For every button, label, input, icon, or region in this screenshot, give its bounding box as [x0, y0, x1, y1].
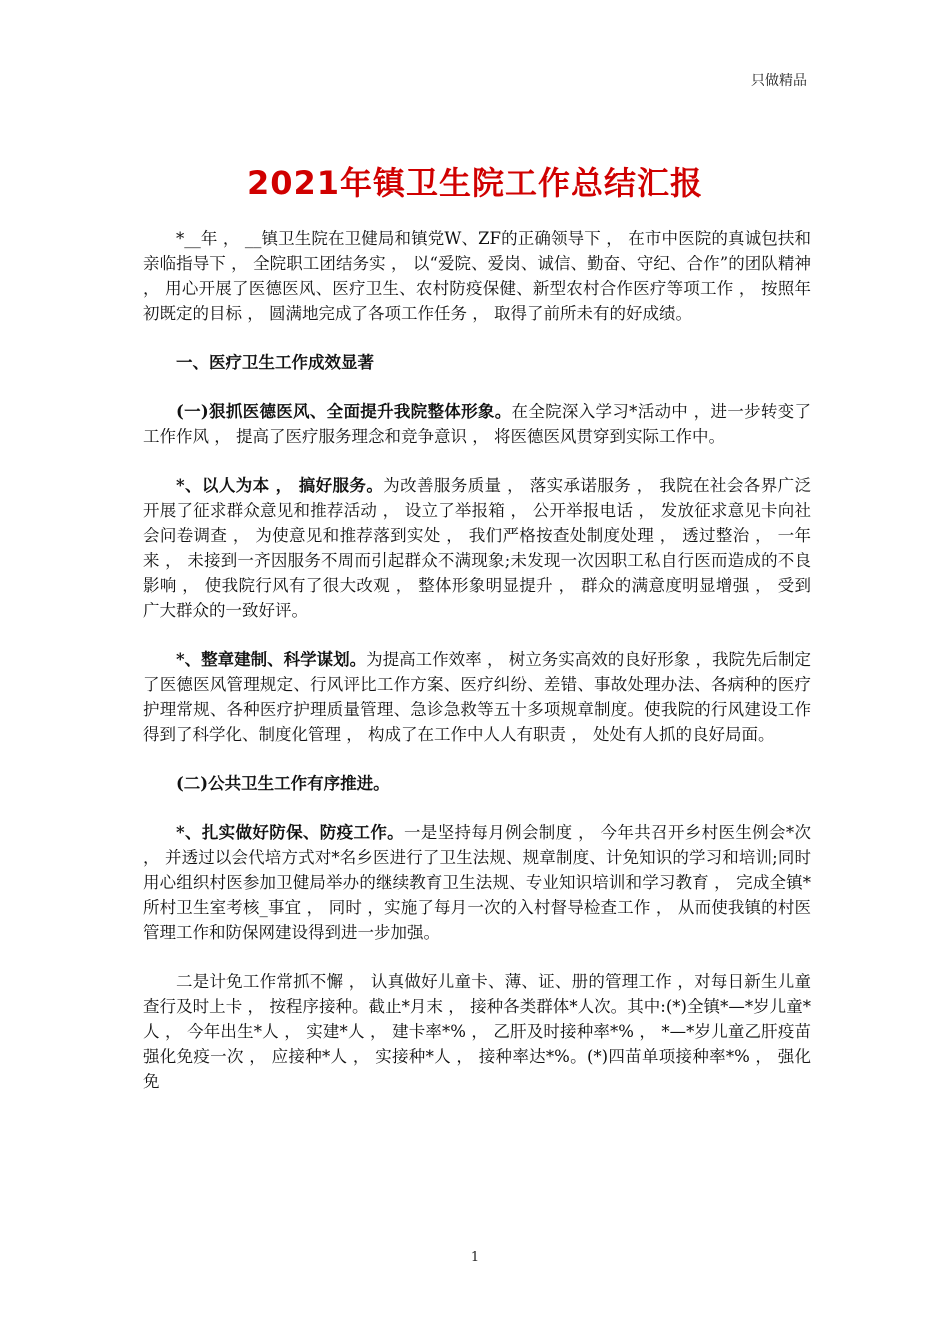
heading-text: 一、医疗卫生工作成效显著 — [176, 353, 374, 372]
paragraph — [143, 399, 811, 449]
intro-paragraph — [143, 226, 811, 326]
paragraph — [143, 647, 811, 747]
paragraph-text: 在全院深入学习*活动中 ，进一步转变了工作作风 ， 提高了医疗服务理念和竞争意识 ， 将医德医风贯穿到实际工作中。 — [143, 402, 811, 446]
paragraph-lead: *、整章建制、科学谋划。 — [176, 650, 367, 669]
page-number: 1 — [470, 1250, 480, 1265]
document-body — [143, 226, 811, 1118]
paragraph-lead: (一)狠抓医德医风、全面提升我院整体形象。 — [176, 402, 512, 421]
paragraph — [143, 969, 811, 1094]
document-title: 2021年镇卫生院工作总结汇报 — [246, 164, 704, 202]
heading-text: (二)公共卫生工作有序推进。 — [176, 774, 390, 793]
paragraph-text: 一是坚持每月例会制度 ， 今年共召开乡村医生例会*次 ， 并透过以会代培方式对*名乡医进行了卫生法规、规章制度、计免知识的学习和培训;同时用心组织村医参加卫健局举办的继续教育卫生法规、专业知识培训和学习教育 ， 完成全镇*所村卫生室考核_事宜 ， 同时 ，实施了每月一次的入村督导检查工作 ， 从而使我镇的村医管理工作和防保网建设得到进一步加强。 — [143, 823, 811, 942]
paragraph — [143, 473, 811, 623]
paragraph-text: 为提高工作效率 ， 树立务实高效的良好形象 ，我院先后制定了医德医风管理规定、行风评比工作方案、医疗纠纷、差错、事故处理办法、各病种的医疗护理常规、各种医疗护理质量管理、急诊急救等五十多项规章制度。使我院的行风建设工作得到了科学化、制度化管理 ， 构成了在工作中人人有职责 ， 处处有人抓的良好局面。 — [143, 650, 811, 744]
paragraph-lead: *、扎实做好防保、防疫工作。 — [176, 823, 405, 842]
paragraph-text: 为改善服务质量 ， 落实承诺服务 ， 我院在社会各界广泛开展了征求群众意见和推荐活动 ， 设立了举报箱 ， 公开举报电话 ， 发放征求意见卡向社会问卷调查 ， 为使意见和推荐落到实处 ， 我们严格按查处制度处理 ， 透过整治 ， 一年来 ， 未接到一齐因服务不周而引起群众不满现象;未发现一次因职工私自行医而造成的不良影响 ， 使我院行风有了很大改观 ， 整体形象明显提升 ， 群众的满意度明显增强 ， 受到广大群众的一致好评。 — [143, 476, 811, 620]
paragraph-text: *__年 ， __镇卫生院在卫健局和镇党W、ZF的正确领导下 ， 在市中医院的真诚包扶和亲临指导下 ， 全院职工团结务实 ， 以“爱院、爱岗、诚信、勤奋、守纪、合作”的团队精神 ， 用心开展了医德医风、医疗卫生、农村防疫保健、新型农村合作医疗等项工作 ， 按照年初既定的目标 ， 圆满地完成了各项工作任务 ， 取得了前所未有的好成绩。 — [143, 229, 811, 323]
paragraph-text: 二是计免工作常抓不懈 ， 认真做好儿童卡、薄、证、册的管理工作 ，对每日新生儿童查行及时上卡 ， 按程序接种。截止*月末 ， 接种各类群体*人次。其中:(*)全镇*—*岁儿童*人 ， 今年出生*人 ， 实建*人 ， 建卡率*% ， 乙肝及时接种率*% ， *—*岁儿童乙肝疫苗强化免疫一次 ， 应接种*人 ， 实接种*人 ， 接种率达*%。(*)四苗单项接种率*% ， 强化免 — [143, 972, 811, 1091]
subsection-heading — [143, 771, 811, 796]
paragraph-lead: *、以人为本 ， 搞好服务。 — [176, 476, 384, 495]
section-heading — [143, 350, 811, 375]
paragraph — [143, 820, 811, 945]
header-mark: 只做精品 — [751, 73, 807, 89]
